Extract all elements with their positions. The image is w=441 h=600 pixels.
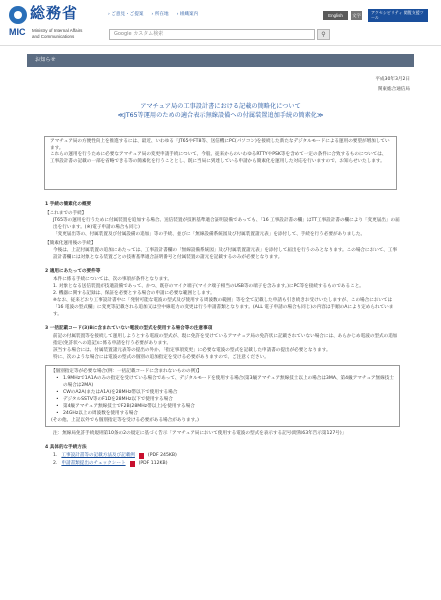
section-3-para-1: 前記の付属装置等を接続して運用しようとする電波の型式が、現に免許を受けているアマチュア局の免許状に記載されていない場合には、あらかじめ電波の型式の追加指定(免許状への追記)に係る申請を行う必要があります。 [53,334,398,346]
download-row-1 [45,452,400,460]
intro-para-1: アマチュア局の方便性向上を推進するには、最近、いわゆる「JT65やFT8等、送信機にPC(パソコン)を接続した新たなデジタルモードによる運用の要望が増加しています。 [50,139,390,151]
list-item: • 24GHz以上の周波数を使用する場合 [51,410,394,417]
section-3-para-2: 該当する場合には、付属装置諸元表等の提出の外か、「指定事項変更」に必要な電波の型式を記載した申請書の提出が必要となります。 [53,348,331,353]
section-2-item-2: 2. 機器に関する記録は、保証を必要とする場合の申請に必要な範囲とします。 [53,291,215,296]
title-line-1: アマチュア局の工事設計書における記載の簡略化について [140,103,301,110]
title-line-2: ≪JT65等運用のための適合表示無線設備への付属装置追加手続の簡素化≫ [117,112,324,119]
pdf-icon [139,453,144,459]
section-2-para-1: 本件に係る手続については、次の事項が条件となります。 [53,277,172,282]
download-link-checksheet[interactable]: 申請書類提出のチェックシート [61,461,126,466]
download-number: 1. [53,453,58,458]
article-meta [375,75,410,94]
section-1-sub-2: 【簡素化運用後の手続】 [45,241,96,246]
utility-links [108,12,198,19]
section-1-para-3: 今後は、上記付属装置の追加にあたっては、工事設計書欄の「無線設備系統図」及び付属装置諸元表」を添付して届出を行うのみとなります。この場合において、工事設計書欄には対象となる装置ごとの技術基準適合証明番号と付属装置の諸元を記載するのみが必要となります。 [53,248,398,260]
search-icon: ⚲ [321,31,326,38]
mic-logo-icon[interactable] [9,6,27,24]
section-3-heading: 3 一括記載コード(3)Bに含まれていない電波の型式を使用する場合等の注意事項 [45,326,213,331]
section-banner: お知らせ [27,54,414,67]
accessibility-button[interactable]: アクセシビリティ 閲覧支援ツール [368,9,428,22]
download-row-2 [45,460,400,468]
search-input[interactable]: Google カスタム検索 [109,29,315,40]
pdf-icon [130,461,135,467]
requirements-box [45,365,400,427]
link-location[interactable]: › 所在地 [151,12,169,17]
search-button[interactable] [317,29,330,40]
site-logo-subtitle: Ministry of Internal Affairs and Communications [32,28,83,39]
section-3-footnote: 注：無線局免許手続規則第10条の2の規定に基づく告示「アマチュア局において使用する電波の型式を表示する記号(昭和63年告示第127号)」 [53,431,347,436]
link-feedback[interactable]: › ご意見・ご提案 [108,12,144,17]
site-logo-jp[interactable]: 総務省 [30,4,79,22]
department: 関東総合通信局 [377,86,410,92]
site-logo-en[interactable]: MIC [9,27,26,37]
list-item: • デジタルSSTV等のF1Dを28MHz以下で使用する場合 [51,396,394,403]
section-2-heading: 2 適用にあたっての要件等 [45,269,101,274]
section-2-item-1: 1. 対象となる送信装置が技適設備であって、かつ、既存のマイク端子(マイク端子相当のUSB等の端子を含みます。)にPC等を接続するものであること。 [53,284,364,289]
section-1-para-1: JT65等の運用を行うために付属装置を追加する場合、送信装置が技術基準適合証明設備であっても、「16 工事設計書の欄」はTT工事設計書の欄により「変更届出」の届出を行います。(※)電子申請の場合も同じ) [53,218,400,230]
page-title [40,102,401,120]
font-size-button[interactable]: 文字 [352,13,361,18]
list-item: • CWのA2A(またはA1A)を28MHz帯以下で使用する場合 [51,389,394,396]
intro-para-2: これらの運用を行うために必要なアマチュア局の変更申請手続について、今般、従来からのいわゆるRTTYやPSK等を含めて一定の条件に合致するものについては、工事設計書の記載の一部を省略できる等の簡素化を行うこととし、既に当局に到達している申請から簡素化を運用した対応を行いますので、お知らせいたします。 [50,152,387,165]
file-size: (PDF 245KB) [147,453,177,458]
file-size: (PDF 112KB) [138,461,168,466]
requirements-box-tail: (その他、上記以外でも個別指定等を受ける必要がある場合があります。) [51,418,199,423]
section-1-sub-1: 【これまでの手続】 [45,211,87,216]
section-4-heading: 4 具体的な手続方法 [45,445,87,450]
publish-date: 平成30年3月2日 [375,77,410,82]
download-link-design-guide[interactable]: 工事設計書等の記載方法及び記載例 [61,453,135,458]
site-header [0,0,441,46]
download-number: 2. [53,461,58,466]
section-2-note: ※なお、従来どおり工事設計書中に「発射可能な電波の型式及び使用する周波数の範囲」等を全て記載した申請も引き続きお受けいたしますが、この場合においては「16 電波の型式欄」に変更等記載される追加又は空中線電力の変更は行う申請書類となります。(ALL 電子申請の場合も同じ)の内容は手順のAにより定められています。 [53,298,394,317]
section-3-para-3: 特に、次のような場合には電波の型式の個別の追加指定を受ける必要がありますので、ご注意ください。 [53,355,269,360]
english-button[interactable]: English [323,11,348,20]
main-content [45,194,400,468]
requirements-box-heading: 【個別指定等が必要な場合(例：一括記載コードに含まれないものの例)】 [51,369,202,374]
list-item: • 第4級アマチュア無線技士でF2B(28MHz帯以上)を使用する場合 [51,403,394,410]
link-organization[interactable]: › 組織案内 [176,12,199,17]
section-1-heading: 1 手続の簡素化の概要 [45,202,92,207]
intro-box [44,136,397,190]
list-item: • 1.9MHzで1A1Aのみの指定を受けている場合であって、デジタルモードを使用する場合(第3級アマチュア無線技士以上の場合は3MA、第4級アマチュア無線技士の場合は2MA) [51,375,394,389]
section-1-para-2: 「変更届出等の、付属装置及び付属設備の追加」等の手続、並びに「無線設備系統図及び付属装置諸元表」を添付して、手続を行う必要がありました。 [53,232,366,237]
